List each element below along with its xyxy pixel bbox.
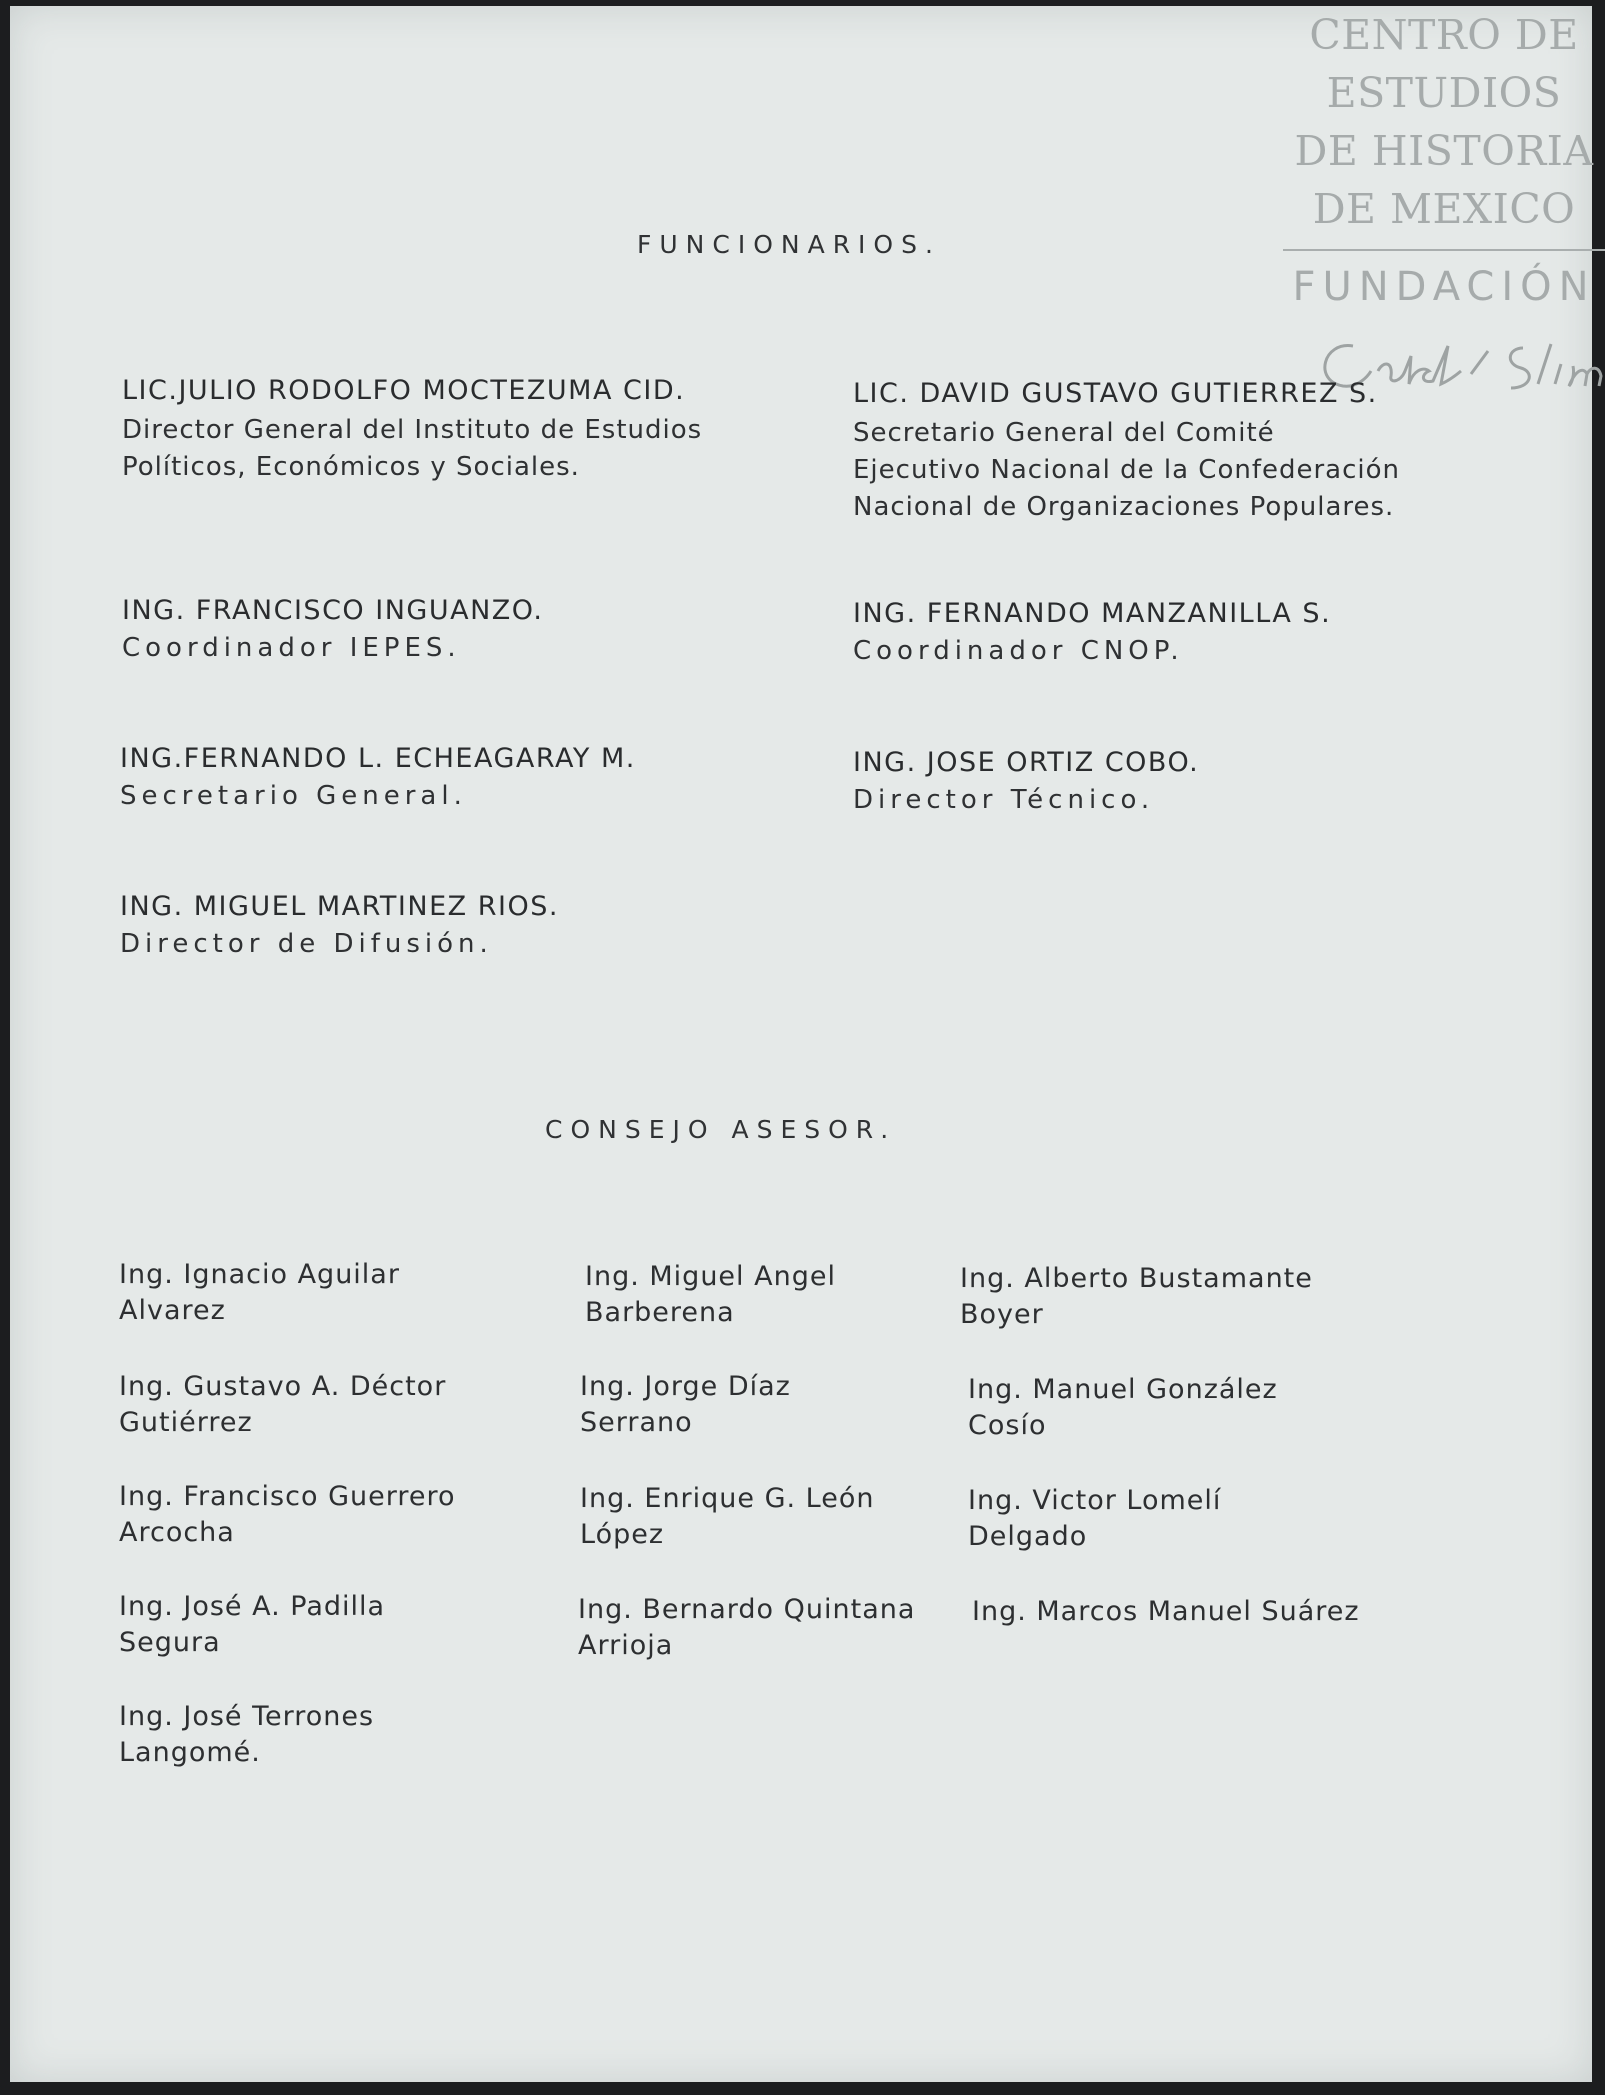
council-member: [580, 1369, 791, 1441]
person-block: [120, 891, 559, 963]
watermark-line: CENTRO DE: [1309, 11, 1579, 59]
person-role: Secretario General del Comité: [853, 418, 1275, 448]
member-line: Serrano: [580, 1407, 693, 1438]
council-member: [119, 1369, 446, 1441]
person-block: [122, 375, 702, 486]
watermark-line: DE MEXICO: [1312, 185, 1576, 233]
person-name: LIC. DAVID GUSTAVO GUTIERREZ S.: [853, 378, 1378, 409]
person-name: ING. FRANCISCO INGUANZO.: [122, 595, 544, 626]
member-line: Langomé.: [119, 1737, 261, 1768]
member-line: Ing. Jorge Díaz: [580, 1371, 791, 1402]
watermark-divider: [1283, 249, 1605, 251]
member-line: Ing. José A. Padilla: [119, 1591, 386, 1622]
council-member: [119, 1699, 374, 1771]
member-line: Ing. Francisco Guerrero: [119, 1481, 456, 1512]
member-line: Alvarez: [119, 1295, 226, 1326]
council-member: [968, 1372, 1278, 1444]
council-member: [119, 1257, 400, 1329]
council-member: [580, 1481, 875, 1553]
person-role: Secretario General.: [120, 781, 467, 811]
council-member: [960, 1261, 1313, 1333]
member-line: Ing. Enrique G. León: [580, 1483, 875, 1514]
member-line: Ing. José Terrones: [119, 1701, 375, 1732]
council-member: [119, 1479, 455, 1551]
archive-watermark: [1283, 6, 1605, 396]
watermark-foundation: FUNDACIÓN: [1292, 264, 1596, 310]
member-line: Segura: [119, 1627, 221, 1658]
person-role: Director Técnico.: [853, 785, 1155, 815]
member-line: Arcocha: [119, 1517, 235, 1548]
person-block: [853, 747, 1199, 819]
member-line: Ing. Marcos Manuel Suárez: [972, 1596, 1360, 1627]
person-role: Director de Difusión.: [120, 929, 493, 959]
person-name: ING. FERNANDO MANZANILLA S.: [853, 598, 1332, 629]
consejo-heading: CONSEJO ASESOR.: [545, 1115, 897, 1144]
council-member: [578, 1592, 915, 1664]
member-line: Arrioja: [578, 1630, 674, 1661]
council-member: [972, 1594, 1360, 1630]
person-role: Coordinador CNOP.: [853, 636, 1184, 666]
member-line: Ing. Bernardo Quintana: [578, 1594, 916, 1625]
member-line: Ing. Manuel González: [968, 1374, 1278, 1405]
person-role: Nacional de Organizaciones Populares.: [853, 492, 1395, 522]
person-name: ING. JOSE ORTIZ COBO.: [853, 747, 1200, 778]
council-member: [585, 1259, 836, 1331]
watermark-line: DE HISTORIA: [1294, 127, 1594, 175]
member-line: Ing. Alberto Bustamante: [960, 1263, 1313, 1294]
member-line: Cosío: [968, 1410, 1047, 1441]
funcionarios-heading: FUNCIONARIOS.: [637, 230, 941, 259]
member-line: Boyer: [960, 1299, 1044, 1330]
member-line: López: [580, 1519, 665, 1550]
member-line: Ing. Miguel Angel: [585, 1261, 836, 1292]
member-line: Gutiérrez: [119, 1407, 253, 1438]
person-role: Ejecutivo Nacional de la Confederación: [853, 455, 1401, 485]
member-line: Ing. Ignacio Aguilar: [119, 1259, 400, 1290]
member-line: Barberena: [585, 1297, 735, 1328]
watermark-line: ESTUDIOS: [1326, 69, 1562, 117]
person-name: ING.FERNANDO L. ECHEAGARAY M.: [120, 743, 636, 774]
person-role: Coordinador IEPES.: [122, 633, 461, 663]
person-role: Políticos, Económicos y Sociales.: [122, 452, 580, 482]
member-line: Ing. Victor Lomelí: [968, 1485, 1222, 1516]
council-member: [119, 1589, 385, 1661]
person-block: [122, 595, 544, 667]
member-line: Ing. Gustavo A. Déctor: [119, 1371, 447, 1402]
person-block: [853, 378, 1400, 526]
person-name: LIC.JULIO RODOLFO MOCTEZUMA CID.: [122, 375, 686, 406]
person-name: ING. MIGUEL MARTINEZ RIOS.: [120, 891, 559, 922]
member-line: Delgado: [968, 1521, 1088, 1552]
person-role: Director General del Instituto de Estudios: [122, 415, 703, 445]
person-block: [853, 598, 1331, 670]
council-member: [968, 1483, 1221, 1555]
person-block: [120, 743, 636, 815]
